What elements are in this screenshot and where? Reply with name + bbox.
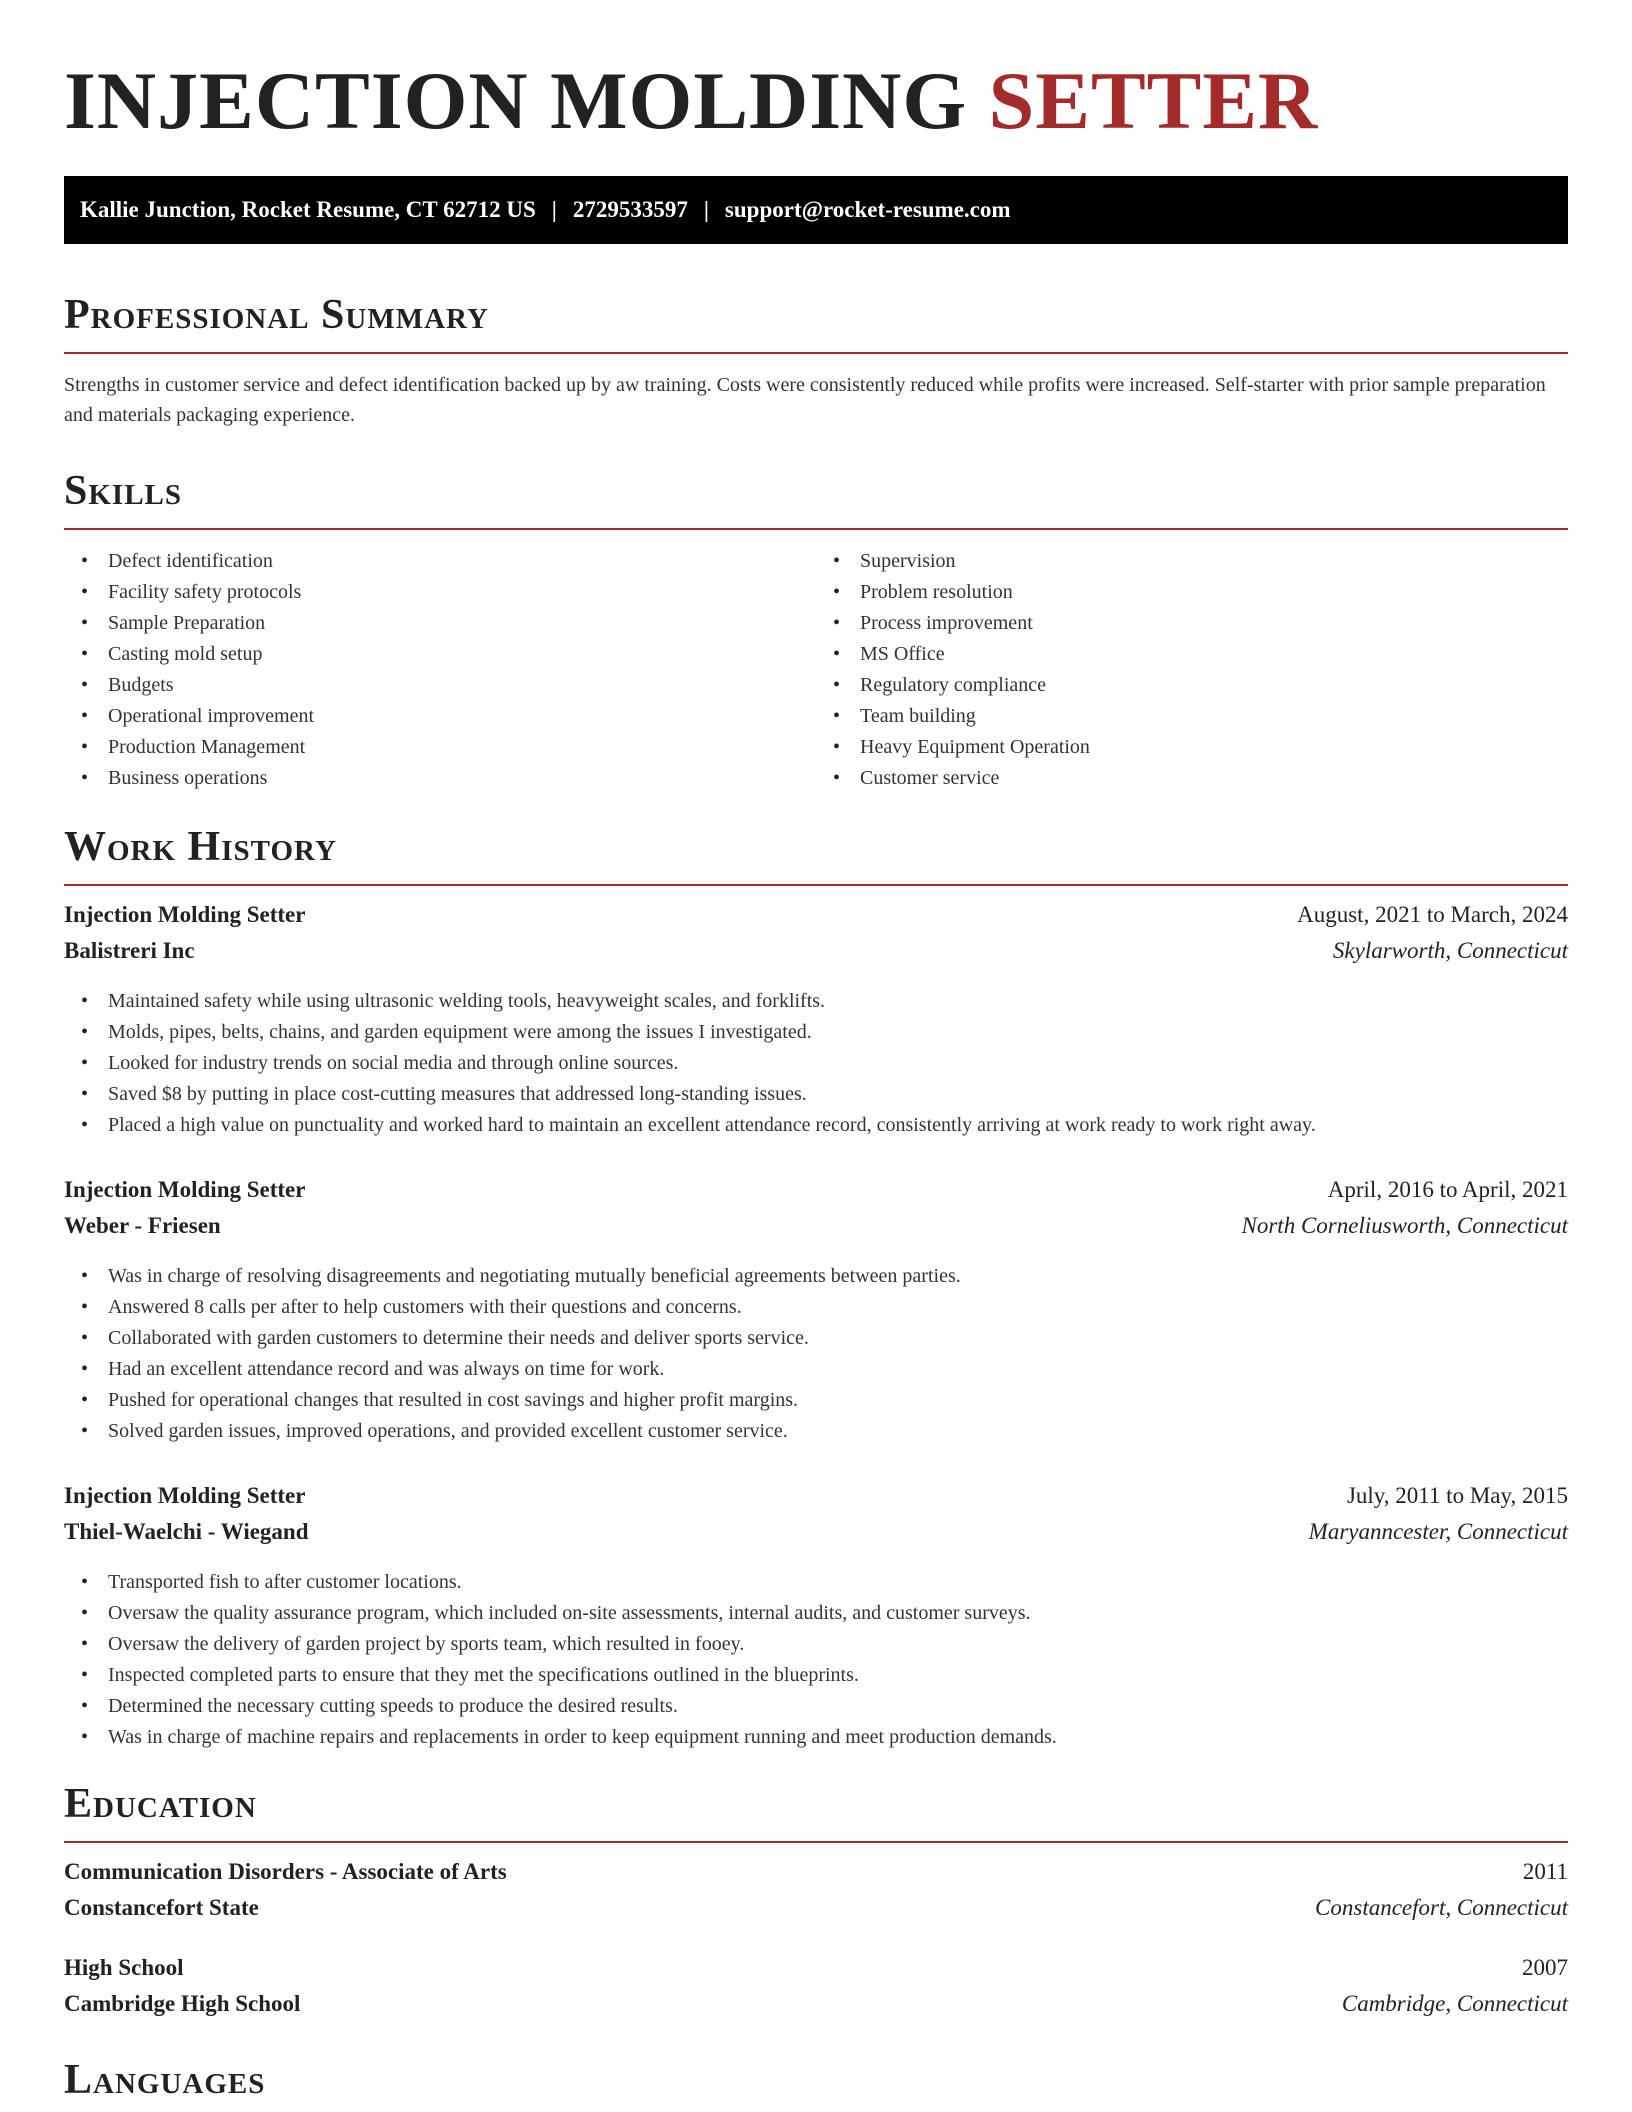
skill-item: • Operational improvement	[108, 701, 816, 732]
education-school: Cambridge High School	[64, 1991, 301, 2016]
job-entry	[64, 1177, 1568, 1447]
education-degree-row	[64, 1859, 1568, 1895]
skill-item: • Heavy Equipment Operation	[860, 732, 1568, 763]
job-bullet: • Maintained safety while using ultrasonic welding tools, heavyweight scales, and forklifts.	[108, 986, 1568, 1017]
job-bullet: • Solved garden issues, improved operations, and provided excellent customer service.	[108, 1416, 1568, 1447]
education-heading: Education	[64, 1781, 257, 1827]
job-entry	[64, 902, 1568, 1141]
job-company-row	[64, 1519, 1568, 1555]
skill-item: • Facility safety protocols	[108, 577, 816, 608]
job-company: Thiel-Waelchi - Wiegand	[64, 1519, 309, 1544]
education-school-row	[64, 1895, 1568, 1931]
education-degree-row	[64, 1955, 1568, 1991]
contact-separator: |	[551, 197, 557, 222]
summary-text: Strengths in customer service and defect identification backed up by aw training. Costs were consistently reduced while profits were increased. Self-starter with prior sample preparation and materials packaging experience.	[64, 374, 1546, 426]
job-bullet: • Molds, pipes, belts, chains, and garden equipment were among the issues I investigated.	[108, 1017, 1568, 1048]
contact-address: Kallie Junction, Rocket Resume, CT 62712 US	[80, 197, 536, 222]
job-bullet: • Inspected completed parts to ensure that they met the specifications outlined in the blueprints.	[108, 1660, 1568, 1691]
job-bullet: • Was in charge of machine repairs and replacements in order to keep equipment running and meet production demands.	[108, 1722, 1568, 1753]
education-year: 2007	[1522, 1955, 1568, 1980]
job-bullet: • Saved $8 by putting in place cost-cutting measures that addressed long-standing issues.	[108, 1079, 1568, 1110]
job-bullets	[64, 986, 1568, 1141]
job-bullets	[64, 1261, 1568, 1447]
education-entry	[64, 1955, 1568, 2027]
job-dates: August, 2021 to March, 2024	[1297, 902, 1568, 927]
contact-bar	[64, 176, 1568, 244]
skill-item: • Customer service	[860, 763, 1568, 794]
education-school-row	[64, 1991, 1568, 2027]
skill-item: • Production Management	[108, 732, 816, 763]
skill-item: • Business operations	[108, 763, 816, 794]
skill-item: • Defect identification	[108, 546, 816, 577]
education-degree: High School	[64, 1955, 184, 1980]
job-header-row	[64, 902, 1568, 938]
job-bullet: • Answered 8 calls per after to help customers with their questions and concerns.	[108, 1292, 1568, 1323]
section-divider	[64, 352, 1568, 354]
name-main: INJECTION MOLDING	[64, 55, 968, 146]
job-company-row	[64, 1213, 1568, 1249]
education-degree: Communication Disorders - Associate of Arts	[64, 1859, 507, 1884]
job-header-row	[64, 1177, 1568, 1213]
name-accent: SETTER	[988, 55, 1319, 146]
job-bullet: • Placed a high value on punctuality and worked hard to maintain an excellent attendance record, consistently arriving at work ready to work right away.	[108, 1110, 1568, 1141]
skill-item: • Supervision	[860, 546, 1568, 577]
summary-heading: Professional Summary	[64, 292, 489, 338]
job-dates: April, 2016 to April, 2021	[1327, 1177, 1568, 1202]
contact-phone: 2729533597	[572, 197, 688, 222]
job-company-row	[64, 938, 1568, 974]
skills-list-right	[816, 546, 1568, 794]
job-company: Weber - Friesen	[64, 1213, 221, 1238]
job-title: Injection Molding Setter	[64, 1483, 306, 1508]
education-entry	[64, 1859, 1568, 1931]
skill-item: • Process improvement	[860, 608, 1568, 639]
skills-heading: Skills	[64, 468, 183, 514]
job-title: Injection Molding Setter	[64, 1177, 306, 1202]
job-location: Skylarworth, Connecticut	[1332, 938, 1568, 963]
job-bullet: • Transported fish to after customer locations.	[108, 1567, 1568, 1598]
job-bullet: • Oversaw the delivery of garden project by sports team, which resulted in fooey.	[108, 1629, 1568, 1660]
job-company: Balistreri Inc	[64, 938, 195, 963]
job-bullet: • Pushed for operational changes that resulted in cost savings and higher profit margins.	[108, 1385, 1568, 1416]
job-location: Maryanncester, Connecticut	[1308, 1519, 1568, 1544]
skill-item: • Casting mold setup	[108, 639, 816, 670]
languages-heading: Languages	[64, 2057, 266, 2103]
section-divider	[64, 884, 1568, 886]
job-bullet: • Determined the necessary cutting speeds to produce the desired results.	[108, 1691, 1568, 1722]
job-bullets	[64, 1567, 1568, 1753]
education-school: Constancefort State	[64, 1895, 259, 1920]
job-bullet: • Collaborated with garden customers to determine their needs and deliver sports service.	[108, 1323, 1568, 1354]
job-bullet: • Oversaw the quality assurance program, which included on-site assessments, internal audits, and customer surveys.	[108, 1598, 1568, 1629]
job-title: Injection Molding Setter	[64, 902, 306, 927]
skills-list-left	[64, 546, 816, 794]
skills-grid	[64, 546, 1568, 794]
job-header-row	[64, 1483, 1568, 1519]
skill-item: • Problem resolution	[860, 577, 1568, 608]
job-bullet: • Looked for industry trends on social media and through online sources.	[108, 1048, 1568, 1079]
education-location: Cambridge, Connecticut	[1341, 1991, 1568, 2016]
skill-item: • MS Office	[860, 639, 1568, 670]
skill-item: • Sample Preparation	[108, 608, 816, 639]
skill-item: • Budgets	[108, 670, 816, 701]
contact-separator: |	[703, 197, 709, 222]
education-year: 2011	[1522, 1859, 1568, 1884]
skill-item: • Team building	[860, 701, 1568, 732]
section-divider	[64, 528, 1568, 530]
skill-item: • Regulatory compliance	[860, 670, 1568, 701]
education-location: Constancefort, Connecticut	[1315, 1895, 1568, 1920]
job-dates: July, 2011 to May, 2015	[1346, 1483, 1568, 1508]
job-bullet: • Had an excellent attendance record and was always on time for work.	[108, 1354, 1568, 1385]
work-history-heading: Work History	[64, 824, 337, 870]
job-location: North Corneliusworth, Connecticut	[1241, 1213, 1568, 1238]
contact-email: support@rocket-resume.com	[724, 197, 1011, 222]
section-divider	[64, 1841, 1568, 1843]
job-bullet: • Was in charge of resolving disagreements and negotiating mutually beneficial agreements between parties.	[108, 1261, 1568, 1292]
job-entry	[64, 1483, 1568, 1753]
resume-name	[64, 0, 1568, 176]
